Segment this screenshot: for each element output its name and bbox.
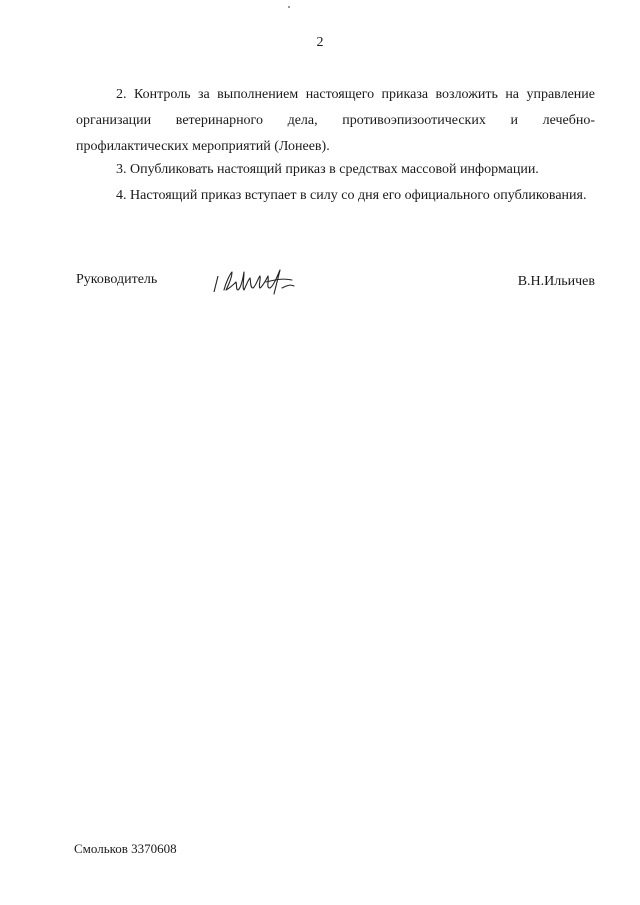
paragraph-2: 2. Контроль за выполнением настоящего приказа возложить на управление организации ветеринарного дела, противоэпизоотических и лечебно-профилактических мероприятий (Лонеев). xyxy=(76,87,595,154)
scan-speck xyxy=(288,6,290,8)
paragraph-4: 4. Настоящий приказ вступает в силу со дня его официального опубликования. xyxy=(116,188,587,203)
executor-info: Смольков 3370608 xyxy=(74,841,177,856)
handwritten-signature xyxy=(208,264,298,298)
signatory-name: В.Н.Ильичев xyxy=(517,274,595,289)
paragraph-3: 3. Опубликовать настоящий приказ в средствах массовой информации. xyxy=(116,162,539,177)
signatory-title: Руководитель xyxy=(76,272,158,287)
signature-block xyxy=(76,272,595,302)
page-number: 2 xyxy=(316,35,324,50)
